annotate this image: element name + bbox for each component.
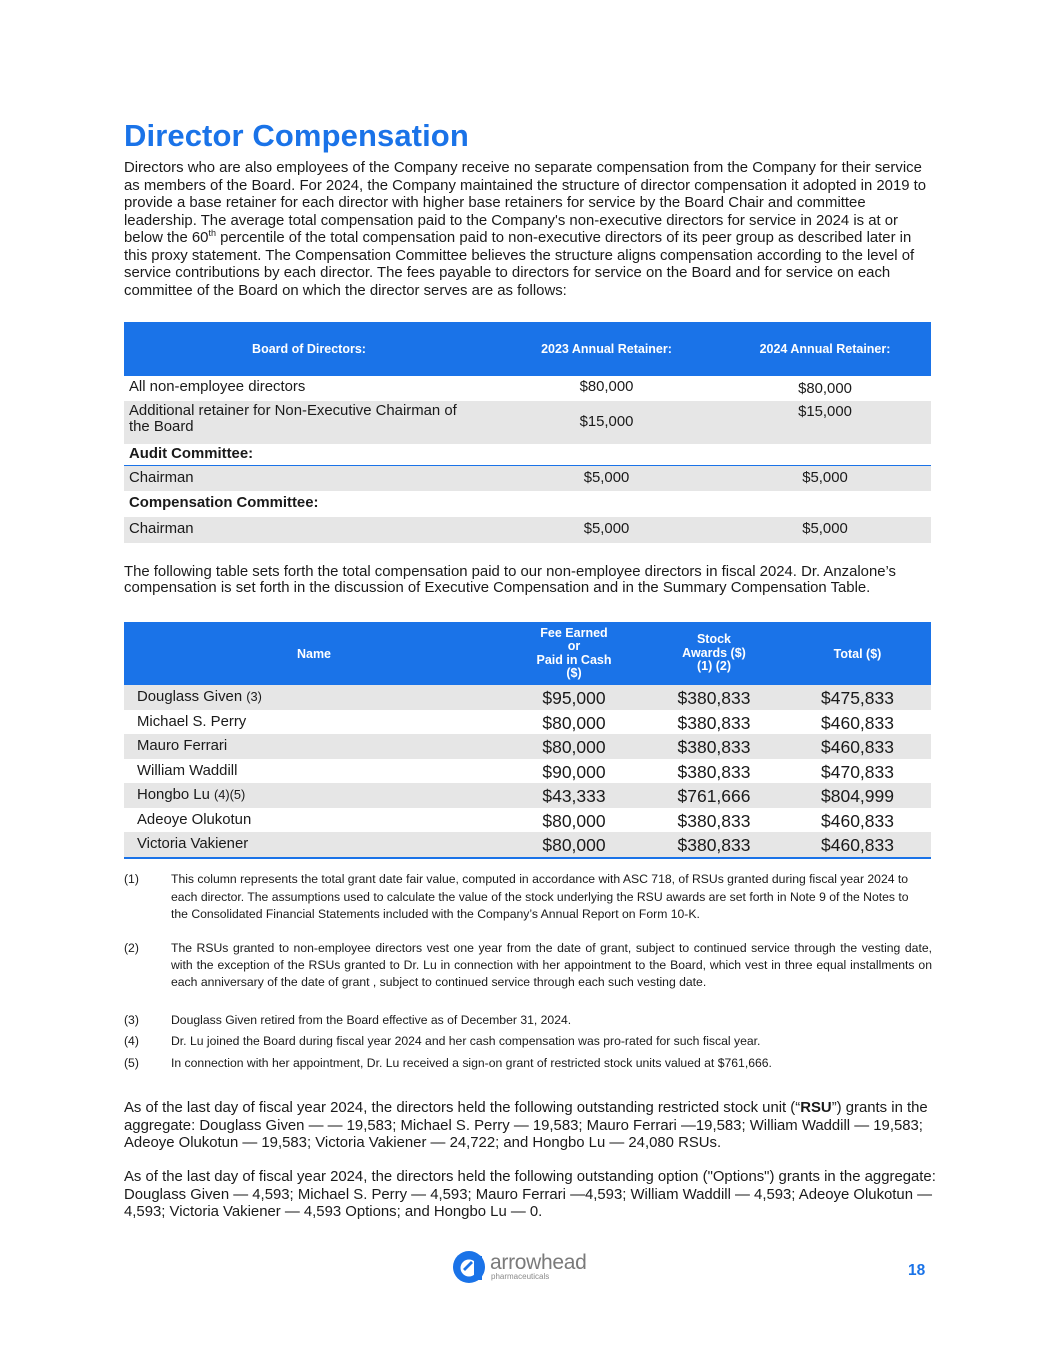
footnote: (5) In connection with her appointment, Dr. Lu received a sign-on grant of restricted stock units valued at $761,666.: [124, 1056, 772, 1070]
superscript: th: [208, 228, 216, 238]
retainer-table: [124, 322, 931, 543]
page-number: 18: [908, 1262, 926, 1279]
table-row: Douglass Given (3) $95,000 $380,833 $475,833: [124, 685, 931, 710]
director-comp-table: [124, 622, 931, 859]
footnote: (1) This column represents the total grant date fair value, computed in accordance with ASC 718, of RSUs granted during fiscal year 2024 to each director. The assumptions used to calculate the value of the stock underlying the RSU awards are set forth in Note 9 of the Notes to the Consolidated Financial Statements included with the Company’s Annual Report on Form 10-K.: [124, 872, 909, 921]
header-2024: 2024 Annual Retainer:: [759, 342, 891, 356]
header-board: Board of Directors:: [252, 342, 366, 356]
table-row: Victoria Vakiener $80,000 $380,833 $460,833: [124, 832, 931, 857]
footnote: (2) The RSUs granted to non-employee directors vest one year from the date of grant, subject to continued service through the vesting date, with the exception of the RSUs granted to Dr. Lu in connection with her appointment to the Board, which vest in three equal installments on each anniversary of the date of grant , subject to continued service through each such vesting date.: [124, 941, 932, 989]
table-row: Chairman $5,000 $5,000: [124, 517, 931, 543]
table-row: Compensation Committee:: [129, 495, 319, 511]
header-fee: Fee Earned or Paid in Cash ($): [536, 625, 612, 680]
header-name: Name: [296, 646, 332, 661]
header-stock: Stock Awards ($) (1) (2): [682, 632, 746, 674]
comp-table-intro: The following table sets forth the total compensation paid to our non-employee directors in fiscal 2024. Dr. Anzalone’s compensation is set forth in the discussion of Executive Compensation and in the Summary Compensation Table.: [124, 564, 896, 596]
table-row: Mauro Ferrari $80,000 $380,833 $460,833: [124, 734, 931, 759]
comp-table-header: [124, 622, 931, 685]
table-row: All non-employee directors $80,000 $80,000: [129, 379, 852, 397]
arrowhead-logo-icon: [452, 1250, 486, 1284]
table-row: William Waddill $90,000 $380,833 $470,833: [137, 761, 894, 782]
intro-paragraph: Directors who are also employees of the Company receive no separate compensation from the Company for their service as members of the Board. For 2024, the Company maintained the structure of director compensation it adopted in 2019 to provide a base retainer for each director with higher base retainers for service by the Board Chair and committee leadership. The average total compensation paid to the Company's non-executive directors for service in 2024 is at or below the 60th percentile of the total compensation paid to non-executive directors of its peer group as described later in this proxy statement. The Compensation Committee believes the structure aligns compensation according to the level of service contributions by each director. The fees payable to directors for service on the Board and for service on each committee of the Board on which the director serves are as follows:: [124, 160, 927, 299]
page-title: Director Compensation: [124, 118, 469, 153]
header-total: Total ($): [833, 646, 882, 661]
table-row: Audit Committee:: [124, 444, 931, 466]
logo-wordmark: arrowhead: [490, 1250, 587, 1274]
logo-subtitle: pharmaceuticals: [491, 1271, 550, 1281]
retainer-table-header: [124, 322, 931, 376]
rsu-paragraph: As of the last day of fiscal year 2024, the directors held the following outstanding restricted stock unit (“RSU”) grants in the aggregate: Douglass Given — — 19,583; Michael S. Perry — 19,583; Mauro Ferrari —19,583; William Waddill — 19,583; Adeoye Olukotun — 19,583; Victoria Vakiener — 24,722; and Hongbo Lu — 24,080 RSUs.: [124, 1100, 928, 1151]
footnote: (4) Dr. Lu joined the Board during fiscal year 2024 and her cash compensation was pro-rated for such fiscal year.: [124, 1034, 761, 1048]
options-paragraph: As of the last day of fiscal year 2024, the directors held the following outstanding option ("Options") grants in the aggregate: Douglass Given — 4,593; Michael S. Perry — 4,593; Mauro Ferrari —4,593; William Waddill — 4,593; Adeoye Olukotun — 4,593; Victoria Vakiener — 4,593 Options; and Hongbo Lu — 0.: [124, 1169, 936, 1220]
table-bottom-rule: [124, 857, 931, 859]
footnote: (3) Douglass Given retired from the Board effective as of December 31, 2024.: [124, 1013, 572, 1027]
header-2023: 2023 Annual Retainer:: [541, 342, 672, 356]
table-row: Chairman $5,000 $5,000: [124, 466, 931, 491]
table-row: Hongbo Lu (4)(5) $43,333 $761,666 $804,999: [124, 783, 931, 808]
table-row: Additional retainer for Non-Executive Chairman of the Board $15,000 $15,000: [124, 401, 931, 444]
table-row: Michael S. Perry $80,000 $380,833 $460,833: [137, 712, 894, 733]
table-row: Adeoye Olukotun $80,000 $380,833 $460,833: [137, 810, 894, 831]
company-logo: [452, 1249, 608, 1284]
